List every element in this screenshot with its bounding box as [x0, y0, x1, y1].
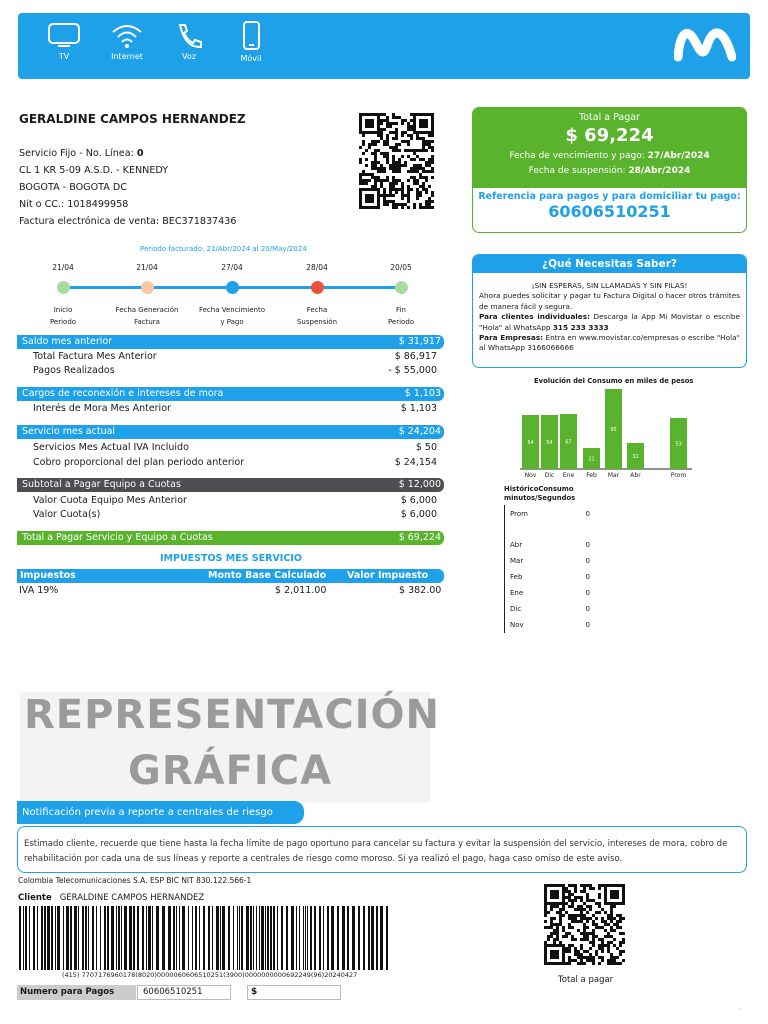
chart-tick-label: Dic	[544, 472, 555, 479]
line-number: Servicio Fijo - No. Línea: 0	[19, 148, 144, 159]
billing-period: Periodo facturado: 21/Abr/2024 al 20/May/2024	[140, 245, 307, 253]
service-label: Móvil	[240, 54, 262, 63]
numero-pagos-label: Numero para Pagos	[17, 985, 136, 1000]
watermark	[20, 692, 441, 802]
historico-row: Mar 0	[510, 557, 590, 565]
timeline-dot-start	[57, 281, 70, 294]
suspension-date-line: Fecha de suspensión: 28/Abr/2024	[528, 166, 691, 176]
due-date-line: Fecha de vencimiento y pago: 27/Abr/2024	[509, 151, 710, 161]
customer-id: Nit o CC.: 1018499958	[19, 199, 129, 210]
consumption-chart	[510, 385, 700, 480]
chart-value-label: 53	[675, 441, 682, 448]
cargos-row: Interés de Mora Mes Anterior $ 1,103	[33, 403, 437, 414]
wifi-icon	[109, 21, 145, 49]
reference-label: Referencia para pagos y para domiciliar tu pago:	[478, 191, 741, 202]
servicio-row: Servicios Mes Actual IVA Incluido $ 50	[33, 442, 437, 453]
chart-title: Evolución del Consumo en miles de pesos	[534, 377, 694, 385]
service-movil	[221, 21, 281, 63]
service-internet	[97, 21, 157, 61]
chart-value-label: 21	[588, 456, 595, 463]
customer-name: GERALDINE CAMPOS HERNANDEZ	[19, 112, 246, 126]
footer-cliente: Cliente GERALDINE CAMPOS HERNANDEZ	[18, 893, 205, 903]
timeline-dot-generation	[141, 281, 154, 294]
chart-tick-label: Abr	[630, 472, 641, 479]
total-bar: Total a Pagar Servicio y Equipo a Cuotas $ 69,224	[17, 531, 444, 545]
subtotal-bar: Subtotal a Pagar Equipo a Cuotas $ 12,000	[17, 478, 444, 492]
company-info: Colombia Telecomunicaciones S.A. ESP BIC NIT 830.122.566-1	[18, 876, 252, 885]
que-saber-box	[472, 254, 747, 368]
timeline-label: Fin Periodo	[387, 306, 415, 326]
col-valor: Valor Impuesto	[347, 570, 429, 581]
saldo-row: Pagos Realizados - $ 55,000	[33, 365, 437, 376]
chart-tick-label: Feb	[586, 472, 597, 479]
mobile-icon	[233, 21, 269, 51]
notificacion-text: Estimado cliente, recuerde que tiene hasta la fecha límite de pago oportuno para cancelar su factura y evitar la suspensión del servicio, intereses de mora, cobro de rehabilitación por cada una de sus líneas y reporte a centrales de riesgo como moroso. Si ya realizó el pago, haga caso omiso de este aviso.	[17, 826, 747, 873]
impuestos-title: IMPUESTOS MES SERVICIO	[160, 553, 302, 564]
timeline-date: 28/04	[306, 263, 328, 272]
chart-value-label: 67	[565, 439, 572, 446]
numero-pagos-value: 60606510251	[137, 985, 231, 1000]
chart-value-label: 95	[610, 427, 617, 433]
service-tv	[34, 21, 94, 61]
timeline-date: 27/04	[221, 263, 243, 272]
total-box	[472, 107, 747, 233]
historico-title: HistóricoConsumo minutos/Segundos	[504, 485, 576, 502]
cargos-bar: Cargos de reconexión e intereses de mora $ 1,103	[17, 387, 444, 401]
timeline-dot-end	[395, 281, 408, 294]
qr-code	[359, 113, 435, 213]
service-voz	[159, 21, 219, 61]
que-saber-empresas: Para Empresas: Entra en www.movistar.co/empresas o escribe "Hola" al WhatsApp 3166066666	[479, 333, 740, 353]
total-pagar-footer: Total a pagar	[558, 975, 614, 985]
service-label: Voz	[182, 52, 196, 61]
timeline-label: Fecha Generación Factura	[115, 306, 179, 326]
subtotal-row: Valor Cuota Equipo Mes Anterior $ 6,000	[33, 495, 437, 506]
invoice-number: Factura electrónica de venta: BEC371837436	[19, 216, 237, 227]
que-saber-line2: Ahora puedes solicitar y pagar tu Factura Digital o hacer otros trámites de manera fácil y segura.	[479, 291, 740, 311]
servicio-bar: Servicio mes actual $ 24,204	[17, 425, 444, 439]
saldo-bar: Saldo mes anterior $ 31,917	[17, 335, 444, 349]
service-label: TV	[58, 52, 70, 61]
impuestos-header	[17, 569, 444, 583]
amount-field: $	[247, 985, 341, 1000]
total-label: Total a Pagar	[579, 112, 640, 123]
chart-tick-label: Nov	[524, 472, 537, 479]
reference-number: 60606510251	[548, 202, 671, 221]
watermark-line2: GRÁFICA	[128, 748, 333, 794]
col-impuestos: Impuestos	[20, 570, 76, 581]
timeline-date: 21/04	[136, 263, 158, 272]
historico-row: Feb 0	[510, 573, 590, 581]
barcode-number: (415) 7707176960178(8020)0000060606510251(3900)0000000000692249(96)20240427	[62, 971, 358, 979]
subtotal-row: Valor Cuota(s) $ 6,000	[33, 509, 437, 520]
que-saber-line1: ¡SIN ESPERAS, SIN LLAMADAS Y SIN FILAS!	[531, 281, 688, 290]
chart-tick-label: Ene	[562, 472, 575, 479]
impuestos-row: IVA 19% $ 2,011.00 $ 382.00	[19, 585, 442, 596]
customer-info	[19, 145, 236, 230]
chart-tick-label: Mar	[607, 472, 620, 479]
historico-row: Abr 0	[510, 541, 590, 549]
saldo-row: Total Factura Mes Anterior $ 86,917	[33, 351, 437, 362]
notificacion-title: Notificación previa a reporte a centrales de riesgo	[17, 801, 304, 824]
timeline-label: Fecha Vencimiento y Pago	[198, 306, 266, 326]
phone-icon	[171, 21, 207, 49]
tiny-code: ...	[738, 1006, 741, 1010]
historico-axis	[504, 505, 505, 633]
header-bar	[18, 13, 750, 79]
chart-tick-label: Prom	[670, 472, 687, 479]
servicio-row: Cobro proporcional del plan periodo anterior $ 24,154	[33, 457, 437, 468]
historico-row: Prom 0	[510, 510, 590, 518]
total-amount: $ 69,224	[565, 125, 654, 146]
historico-row: Ene 0	[510, 589, 590, 597]
movistar-logo	[674, 23, 736, 69]
chart-value-label: 54	[546, 440, 553, 446]
timeline-label: Fecha Suspensión	[296, 306, 338, 326]
que-saber-title: ¿Qué Necesitas Saber?	[473, 255, 746, 273]
qr-code-footer	[544, 884, 626, 970]
watermark-line1: REPRESENTACIÓN	[24, 692, 441, 738]
chart-value-label: 31	[632, 454, 639, 460]
timeline-label: Inicio Periodo	[49, 306, 77, 326]
timeline-date: 21/04	[52, 263, 74, 272]
historico-row: Nov 0	[510, 621, 590, 629]
historico-row: Dic 0	[510, 605, 590, 613]
address: CL 1 KR 5-09 A.S.D. - KENNEDY	[19, 165, 169, 176]
tv-icon	[46, 21, 82, 49]
timeline-dot-due	[226, 281, 239, 294]
chart-value-label: 54	[527, 440, 534, 446]
timeline-dot-suspension	[311, 281, 324, 294]
col-base: Monto Base Calculado	[208, 570, 327, 581]
service-label: Internet	[111, 52, 143, 61]
que-saber-individuales: Para clientes individuales: Descarga la App Mi Movistar o escribe "Hola" al WhatsApp 315 233 3333	[479, 312, 740, 332]
timeline-date: 20/05	[390, 263, 412, 272]
city: BOGOTA - BOGOTA DC	[19, 182, 127, 193]
barcode	[19, 906, 391, 970]
